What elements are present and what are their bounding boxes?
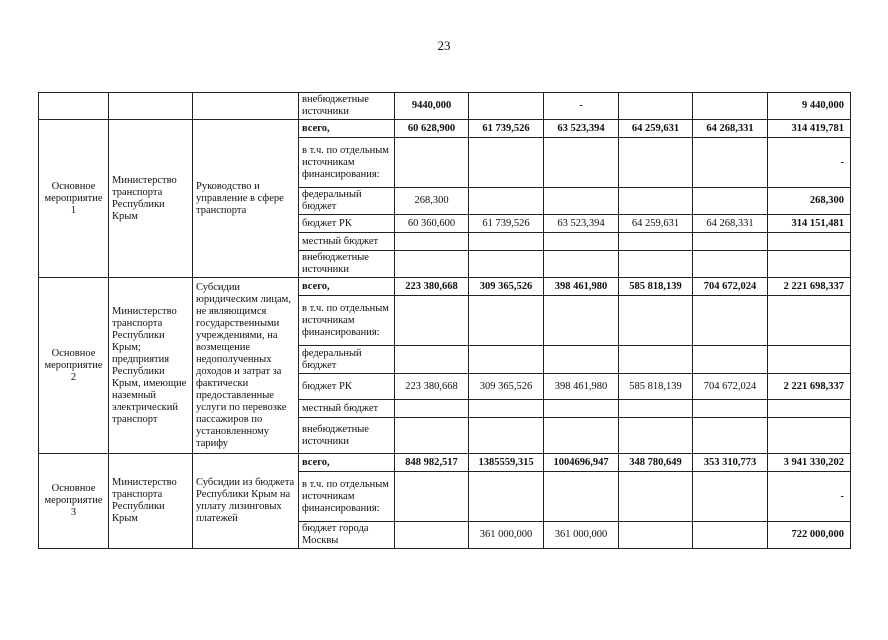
value-cell — [693, 188, 768, 215]
table-row — [39, 454, 851, 472]
value-cell — [693, 251, 768, 278]
value-cell: 704 672,024 — [693, 278, 768, 296]
value-cell: 1004696,947 — [544, 454, 619, 472]
value-cell: 585 818,139 — [619, 278, 693, 296]
value-cell — [693, 233, 768, 251]
activity-cell: Основное мероприятие 1 — [39, 120, 109, 278]
value-cell — [693, 296, 768, 346]
value-cell: 60 628,900 — [395, 120, 469, 138]
source-cell: всего, — [299, 454, 395, 472]
value-cell — [693, 418, 768, 454]
value-cell: 1385559,315 — [469, 454, 544, 472]
value-cell: 223 380,668 — [395, 374, 469, 400]
value-cell: 3 941 330,202 — [768, 454, 851, 472]
value-cell — [693, 93, 768, 120]
value-cell — [395, 233, 469, 251]
value-cell — [395, 472, 469, 522]
executor-cell: Министерство транспорта Республики Крым; предприятия Республики Крым, имеющие наземный электрический транспорт — [109, 278, 193, 454]
value-cell — [469, 251, 544, 278]
value-cell: - — [768, 472, 851, 522]
value-cell — [768, 418, 851, 454]
value-cell — [469, 346, 544, 374]
source-cell: бюджет города Москвы — [299, 522, 395, 549]
value-cell — [768, 251, 851, 278]
value-cell — [469, 93, 544, 120]
value-cell — [619, 296, 693, 346]
source-cell: в т.ч. по отдельным источникам финансирования: — [299, 472, 395, 522]
value-cell: 63 523,394 — [544, 215, 619, 233]
source-cell: местный бюджет — [299, 233, 395, 251]
value-cell — [544, 296, 619, 346]
value-cell — [395, 346, 469, 374]
page-number: 23 — [437, 38, 451, 53]
value-cell — [768, 400, 851, 418]
value-cell: 268,300 — [395, 188, 469, 215]
source-cell: бюджет РК — [299, 374, 395, 400]
value-cell — [395, 138, 469, 188]
value-cell: 223 380,668 — [395, 278, 469, 296]
value-cell — [768, 233, 851, 251]
value-cell: 64 268,331 — [693, 120, 768, 138]
table-row — [39, 93, 851, 120]
value-cell: 848 982,517 — [395, 454, 469, 472]
executor-cell: Министерство транспорта Республики Крым — [109, 120, 193, 278]
value-cell — [544, 188, 619, 215]
table-row — [39, 120, 851, 138]
value-cell: 2 221 698,337 — [768, 374, 851, 400]
value-cell — [395, 418, 469, 454]
source-cell: внебюджетные источники — [299, 251, 395, 278]
value-cell — [619, 418, 693, 454]
value-cell — [544, 251, 619, 278]
value-cell: 722 000,000 — [768, 522, 851, 549]
source-cell: всего, — [299, 120, 395, 138]
value-cell — [469, 188, 544, 215]
value-cell — [469, 233, 544, 251]
value-cell — [619, 233, 693, 251]
value-cell — [619, 522, 693, 549]
name-cell: Субсидии юридическим лицам, не являющимся государственными учреждениями, на возмещение недополученных доходов и затрат за фактически предоставленные услуги по перевозке пассажиров по установленному тарифу — [193, 278, 299, 454]
value-cell — [619, 138, 693, 188]
value-cell — [395, 296, 469, 346]
value-cell — [693, 138, 768, 188]
value-cell: 61 739,526 — [469, 120, 544, 138]
value-cell: 314 419,781 — [768, 120, 851, 138]
source-cell: федеральный бюджет — [299, 346, 395, 374]
source-cell: в т.ч. по отдельным источникам финансирования: — [299, 138, 395, 188]
value-cell — [693, 472, 768, 522]
value-cell: 9 440,000 — [768, 93, 851, 120]
value-cell: 361 000,000 — [469, 522, 544, 549]
value-cell — [768, 346, 851, 374]
value-cell — [619, 472, 693, 522]
source-cell: внебюджетные источники — [299, 93, 395, 120]
activity-cell: Основное мероприятие 2 — [39, 278, 109, 454]
source-cell: внебюджетные источники — [299, 418, 395, 454]
value-cell — [544, 400, 619, 418]
value-cell: 361 000,000 — [544, 522, 619, 549]
value-cell: - — [768, 138, 851, 188]
value-cell — [693, 400, 768, 418]
value-cell — [469, 418, 544, 454]
value-cell: 314 151,481 — [768, 215, 851, 233]
value-cell: 64 259,631 — [619, 215, 693, 233]
value-cell — [619, 251, 693, 278]
value-cell: 309 365,526 — [469, 374, 544, 400]
value-cell: 585 818,139 — [619, 374, 693, 400]
value-cell — [544, 138, 619, 188]
value-cell: 63 523,394 — [544, 120, 619, 138]
source-cell: всего, — [299, 278, 395, 296]
value-cell: - — [544, 93, 619, 120]
value-cell — [544, 233, 619, 251]
table-row — [39, 278, 851, 296]
value-cell — [619, 188, 693, 215]
source-cell: местный бюджет — [299, 400, 395, 418]
value-cell: 9440,000 — [395, 93, 469, 120]
source-cell: бюджет РК — [299, 215, 395, 233]
value-cell: 60 360,600 — [395, 215, 469, 233]
value-cell: 2 221 698,337 — [768, 278, 851, 296]
activity-cell — [39, 93, 109, 120]
value-cell: 61 739,526 — [469, 215, 544, 233]
source-cell: федеральный бюджет — [299, 188, 395, 215]
value-cell: 704 672,024 — [693, 374, 768, 400]
value-cell — [544, 418, 619, 454]
executor-cell: Министерство транспорта Республики Крым — [109, 454, 193, 549]
value-cell: 398 461,980 — [544, 374, 619, 400]
executor-cell — [109, 93, 193, 120]
value-cell — [544, 472, 619, 522]
value-cell — [469, 296, 544, 346]
value-cell: 348 780,649 — [619, 454, 693, 472]
value-cell — [469, 138, 544, 188]
value-cell: 398 461,980 — [544, 278, 619, 296]
name-cell: Субсидии из бюджета Республики Крым на уплату лизинговых платежей — [193, 454, 299, 549]
value-cell — [619, 400, 693, 418]
budget-table — [38, 92, 851, 549]
value-cell: 64 259,631 — [619, 120, 693, 138]
value-cell — [395, 522, 469, 549]
value-cell — [395, 400, 469, 418]
value-cell: 64 268,331 — [693, 215, 768, 233]
value-cell — [395, 251, 469, 278]
source-cell: в т.ч. по отдельным источникам финансирования: — [299, 296, 395, 346]
value-cell: 353 310,773 — [693, 454, 768, 472]
value-cell — [693, 346, 768, 374]
value-cell — [693, 522, 768, 549]
value-cell — [544, 346, 619, 374]
value-cell: 309 365,526 — [469, 278, 544, 296]
value-cell — [469, 472, 544, 522]
name-cell: Руководство и управление в сфере транспорта — [193, 120, 299, 278]
value-cell — [619, 93, 693, 120]
activity-cell: Основное мероприятие 3 — [39, 454, 109, 549]
name-cell — [193, 93, 299, 120]
value-cell — [768, 296, 851, 346]
value-cell — [619, 346, 693, 374]
value-cell — [469, 400, 544, 418]
value-cell: 268,300 — [768, 188, 851, 215]
